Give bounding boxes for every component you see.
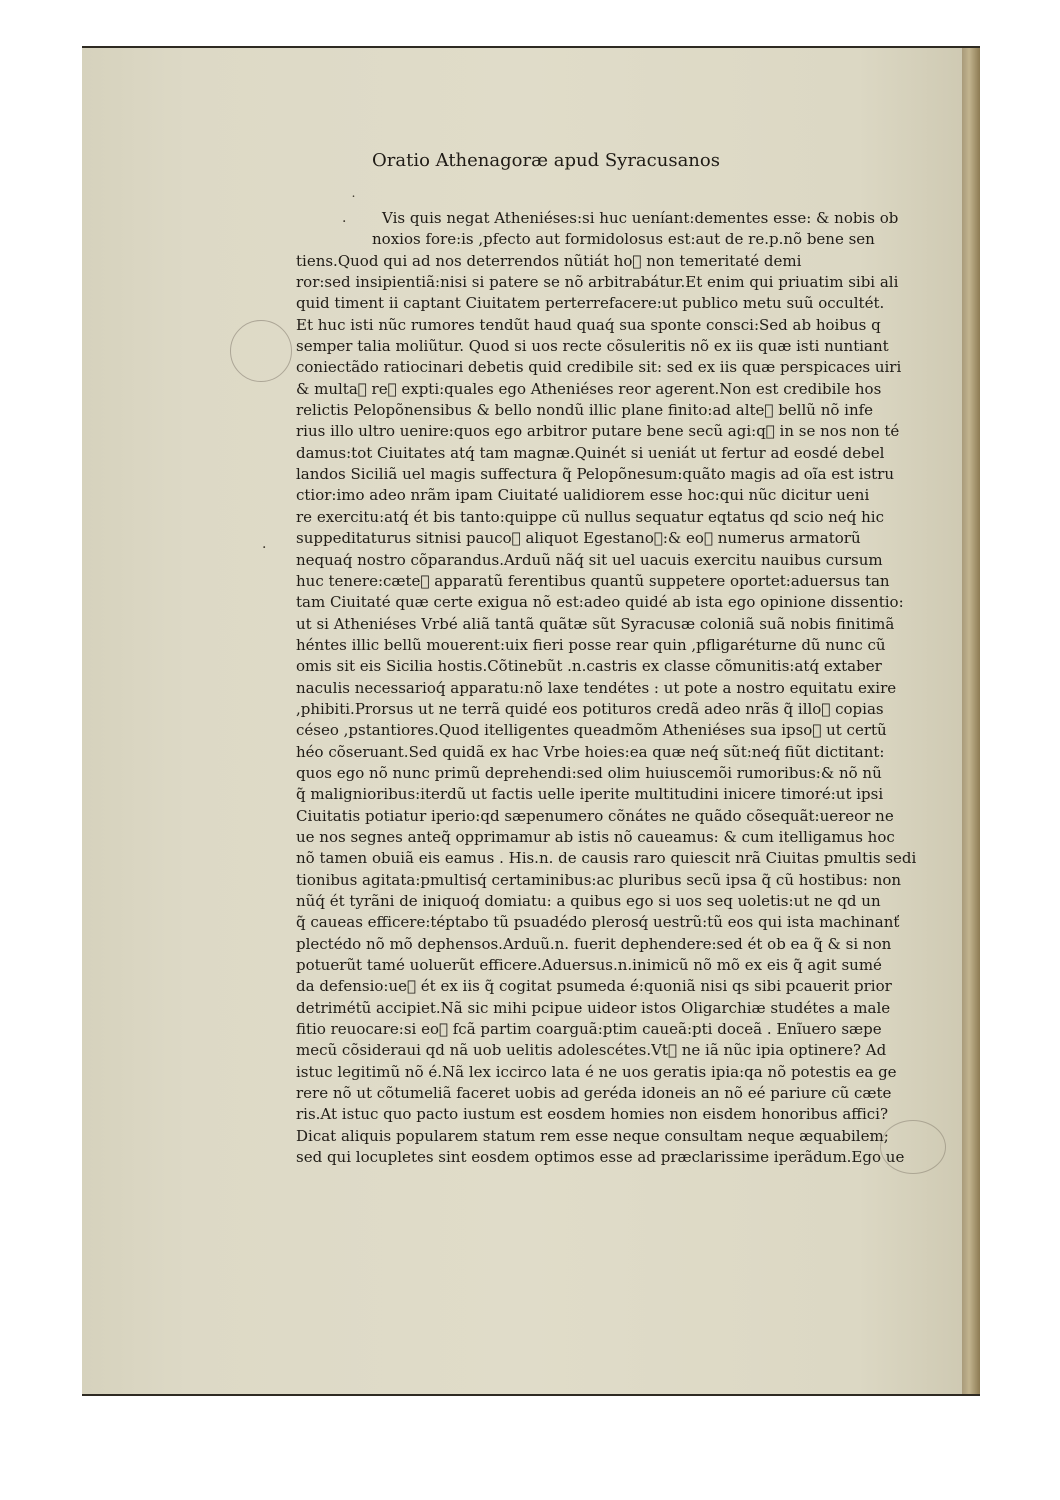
text-line: ror:sed insipientiã:nisi si patere se nõ arbitrabátur.Et enim qui priuatim sibi ali bbox=[296, 273, 899, 292]
text-line: héo cõseruant.Sed quidã ex hac Vrbe hoies:ea quæ neq́ sũt:neq́ fiũt dictitant: bbox=[296, 742, 885, 761]
text-line: naculis necessarioq́ apparatu:nõ laxe tendétes : ut pote a nostro equitatu exire bbox=[296, 678, 897, 697]
margin-mark: ˙ bbox=[350, 194, 357, 210]
text-line: q̃ caueas efficere:téptabo tũ psuadédo plerosq́ uestrũ:tũ eos qui ista machinanť bbox=[296, 913, 900, 932]
text-line: huc tenere:cæte᷒ apparatũ ferentibus quantũ suppetere oportet:aduersus tan bbox=[296, 571, 890, 590]
text-line: Et huc isti nũc rumores tendũt haud quaq́ sua sponte consci:Sed ab hoibus q bbox=[296, 315, 881, 334]
text-line: damus:tot Ciuitates atq́ tam magnæ.Quinét si ueniát ut fertur ad eosdé debel bbox=[296, 443, 885, 462]
text-line: q̃ malignioribus:iterdũ ut factis uelle iperite multitudini inicere timoré:ut ipsi bbox=[296, 785, 884, 804]
text-line: Dicat aliquis popularem statum rem esse neque consultam neque æquabilem; bbox=[296, 1126, 889, 1145]
text-line: mecũ cõsideraui qd nã uob uelitis adolescétes.Vt᷒ ne iã nũc ipia optinere? Ad bbox=[296, 1041, 887, 1060]
text-line: héntes illic bellũ mouerent:uix fieri posse rear quin ,pfligaréturne dũ nunc cũ bbox=[296, 635, 886, 654]
text-line: potuerũt tamé uoluerũt efficere.Aduersus.n.inimicũ nõ mõ ex eis q̃ agit sumé bbox=[296, 956, 882, 975]
text-line: ut si Atheniéses Vrbé aliã tantã quãtæ sũt Syracusæ coloniã suã nobis finitimã bbox=[296, 614, 895, 633]
text-line: ctior:imo adeo nrãm ipam Ciuitaté ualidiorem esse hoc:qui nũc dicitur ueni bbox=[296, 486, 870, 505]
text-line: landos Siciliã uel magis suffectura q̃ Pelopõnesum:quãto magis ad oĩa est istru bbox=[296, 465, 895, 484]
text-line: sed qui locupletes sint eosdem optimos esse ad præclarissime iperãdum.Ego ue bbox=[296, 1148, 905, 1167]
text-line: tionibus agitata:pmultisq́ certaminibus:ac pluribus secũ ipsa q̃ cũ hostibus: non bbox=[296, 870, 902, 889]
text-line: plectédo nõ mõ dephensos.Arduũ.n. fuerit dephendere:sed ét ob ea q̃ & si non bbox=[296, 934, 892, 953]
text-line: Ciuitatis potiatur iperio:qd sæpenumero cõnátes ne quãdo cõsequãt:uereor ne bbox=[296, 806, 894, 825]
text-line: detrimétũ accipiet.Nã sic mihi pcipue uideor istos Oligarchiæ studétes a male bbox=[296, 998, 891, 1017]
text-line: tiens.Quod qui ad nos deterrendos nũtiát ho᷒ non temeritaté demi bbox=[296, 251, 802, 270]
text-line: re exercitu:atq́ ét bis tanto:quippe cũ nullus sequatur eqtatus qd scio neq́ hic bbox=[296, 507, 884, 526]
text-line: nequaq́ nostro cõparandus.Arduũ nãq́ sit uel uacuis exercitu nauibus cursum bbox=[296, 550, 883, 569]
text-line: tam Ciuitaté quæ certe exigua nõ est:adeo quidé ab ista ego opinione dissentio: bbox=[296, 593, 904, 612]
body-text bbox=[296, 208, 956, 1168]
text-line: omis sit eis Sicilia hostis.Cõtinebũt .n.castris ex classe cõmunitis:atq́ extaber bbox=[296, 657, 882, 676]
text-line: ue nos segnes anteq̃ opprimamur ab istis nõ caueamus: & cum itelligamus hoc bbox=[296, 827, 895, 846]
text-line: quid timent ii captant Ciuitatem perterrefacere:ut publico metu suũ occultét. bbox=[296, 294, 885, 313]
text-line: noxios fore:is ,pfecto aut formidolosus est:aut de re.p.nõ bene sen bbox=[372, 230, 875, 249]
library-stamp bbox=[230, 320, 292, 382]
page-edge bbox=[962, 48, 980, 1394]
text-line: céseo ,pstantiores.Quod itelligentes queadmõm Atheniéses sua ipso᷒ ut certũ bbox=[296, 721, 887, 740]
text-line: ,phibiti.Prorsus ut ne terrã quidé eos potituros credã adeo nrãs q̃ illo᷒ copias bbox=[296, 699, 884, 718]
text-line: da defensio:ue᷒ ét ex iis q̃ cogitat psumeda é:quoniã nisi qs sibi pcauerit prior bbox=[296, 977, 892, 996]
page-heading: Oratio Athenagoræ apud Syracusanos bbox=[372, 150, 720, 171]
text-line: semper talia moliũtur. Quod si uos recte cõsuleritis nõ ex iis quæ isti nuntiant bbox=[296, 337, 889, 356]
text-line: istuc legitimũ nõ é.Nã lex iccirco lata é ne uos geratis ipia:qa nõ potestis ea ge bbox=[296, 1062, 897, 1081]
text-line: rius illo ultro uenire:quos ego arbitror putare bene secũ agi:q᷑ in se nos non té bbox=[296, 422, 900, 441]
text-line: suppeditaturus sitnisi pauco᷒ aliquot Egestano᷒:& eo᷒ numerus armatorũ bbox=[296, 529, 861, 548]
text-line: fitio reuocare:si eo᷒ fcã partim coarguã:ptim caueã:pti doceã . Enĩuero sæpe bbox=[296, 1020, 882, 1039]
text-line: quos ego nõ nunc primũ deprehendi:sed olim huiuscemõi rumoribus:& nõ nũ bbox=[296, 763, 882, 782]
margin-mark: · bbox=[342, 214, 347, 230]
text-line: coniectãdo ratiocinari debetis quid credibile sit: sed ex iis quæ perspicaces uiri bbox=[296, 358, 902, 377]
text-line: nũq́ ét tyrãni de iniquoq́ domiatu: a quibus ego si uos seq uoletis:ut ne qd un bbox=[296, 892, 881, 910]
text-line: & multa᷒ re᷒ expti:quales ego Atheniéses reor agerent.Non est credibile hos bbox=[296, 379, 882, 398]
text-line: nõ tamen obuiã eis eamus . His.n. de causis raro quiescit nrã Ciuitas pmultis sedi bbox=[296, 849, 917, 868]
text-line: relictis Pelopõnensibus & bello nondũ illic plane finito:ad alte᷒ bellũ nõ infe bbox=[296, 401, 874, 420]
margin-mark: · bbox=[262, 540, 267, 556]
text-line: rere nõ ut cõtumeliã faceret uobis ad geréda idoneis an nõ eé pariure cũ cæte bbox=[296, 1084, 892, 1103]
text-line: ris.At istuc quo pacto iustum est eosdem homies non eisdem honoribus affici? bbox=[296, 1105, 889, 1124]
text-line: Vis quis negat Atheniéses:si huc ueníant:dementes esse: & nobis ob bbox=[382, 209, 899, 227]
